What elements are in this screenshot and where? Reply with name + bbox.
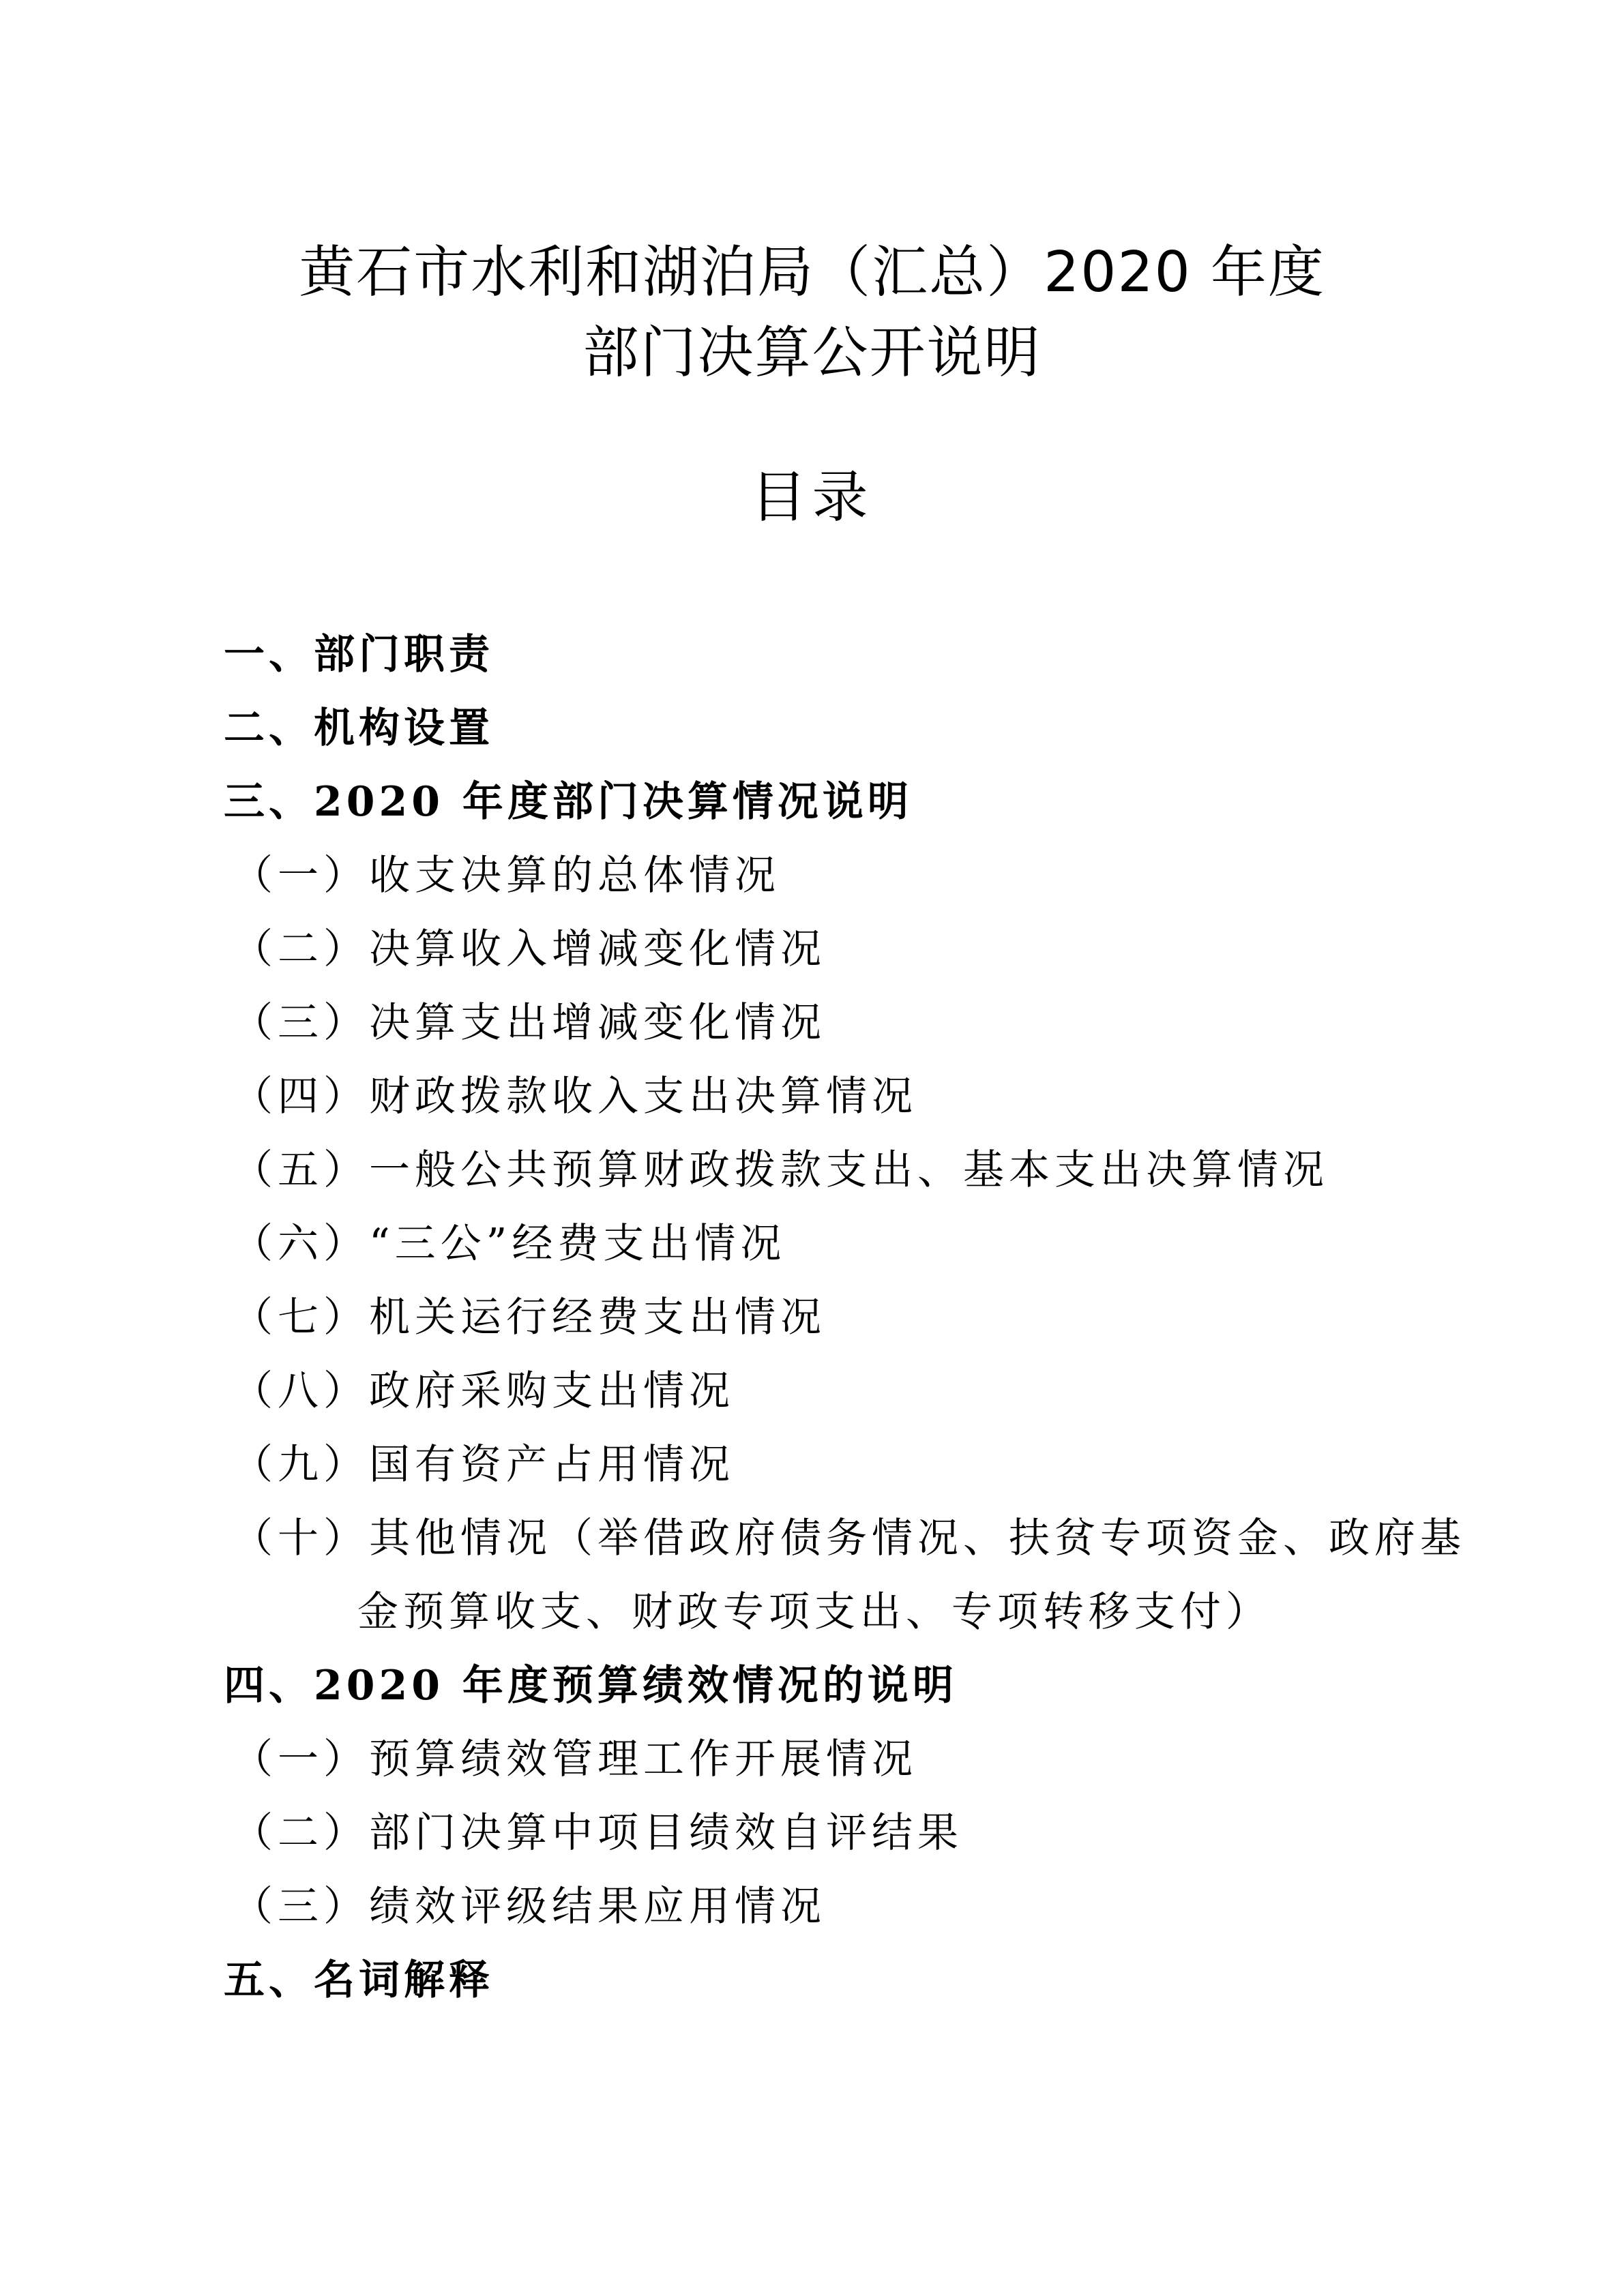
toc-section-3: 三、2020 年度部门决算情况说明 — [224, 778, 913, 826]
toc-subsection-3-10-cont: 金预算收支、财政专项支出、专项转移支付） — [357, 1588, 1271, 1636]
toc-subsection-3-3: （三）决算支出增减变化情况 — [232, 999, 826, 1047]
toc-subsection-3-1: （一）收支决算的总体情况 — [232, 852, 780, 899]
toc-subsection-3-2: （二）决算收入增减变化情况 — [232, 925, 826, 973]
document-title-line-1: 黄石市水利和湖泊局（汇总）2020 年度 — [299, 240, 1325, 305]
toc-section-5: 五、名词解释 — [224, 1956, 494, 2004]
toc-section-1: 一、部门职责 — [224, 631, 494, 679]
toc-subsection-3-8: （八）政府采购支出情况 — [232, 1367, 735, 1415]
toc-subsection-3-6: （六）“三公”经费支出情况 — [232, 1220, 786, 1268]
toc-subsection-3-9: （九）国有资产占用情况 — [232, 1441, 735, 1489]
toc-heading: 目录 — [750, 465, 874, 530]
toc-subsection-4-3: （三）绩效评级结果应用情况 — [232, 1883, 826, 1930]
toc-subsection-3-10: （十）其他情况（举借政府债务情况、扶贫专项资金、政府基 — [232, 1515, 1466, 1562]
toc-subsection-4-2: （二）部门决算中项目绩效自评结果 — [232, 1809, 963, 1857]
toc-section-4: 四、2020 年度预算绩效情况的说明 — [224, 1662, 958, 1710]
toc-subsection-3-7: （七）机关运行经费支出情况 — [232, 1294, 826, 1341]
toc-subsection-4-1: （一）预算绩效管理工作开展情况 — [232, 1735, 917, 1783]
toc-subsection-3-4: （四）财政拨款收入支出决算情况 — [232, 1073, 917, 1120]
toc-section-2: 二、机构设置 — [224, 704, 494, 752]
toc-subsection-3-5: （五）一般公共预算财政拨款支出、基本支出决算情况 — [232, 1146, 1329, 1194]
document-title-line-2: 部门决算公开说明 — [582, 320, 1042, 385]
